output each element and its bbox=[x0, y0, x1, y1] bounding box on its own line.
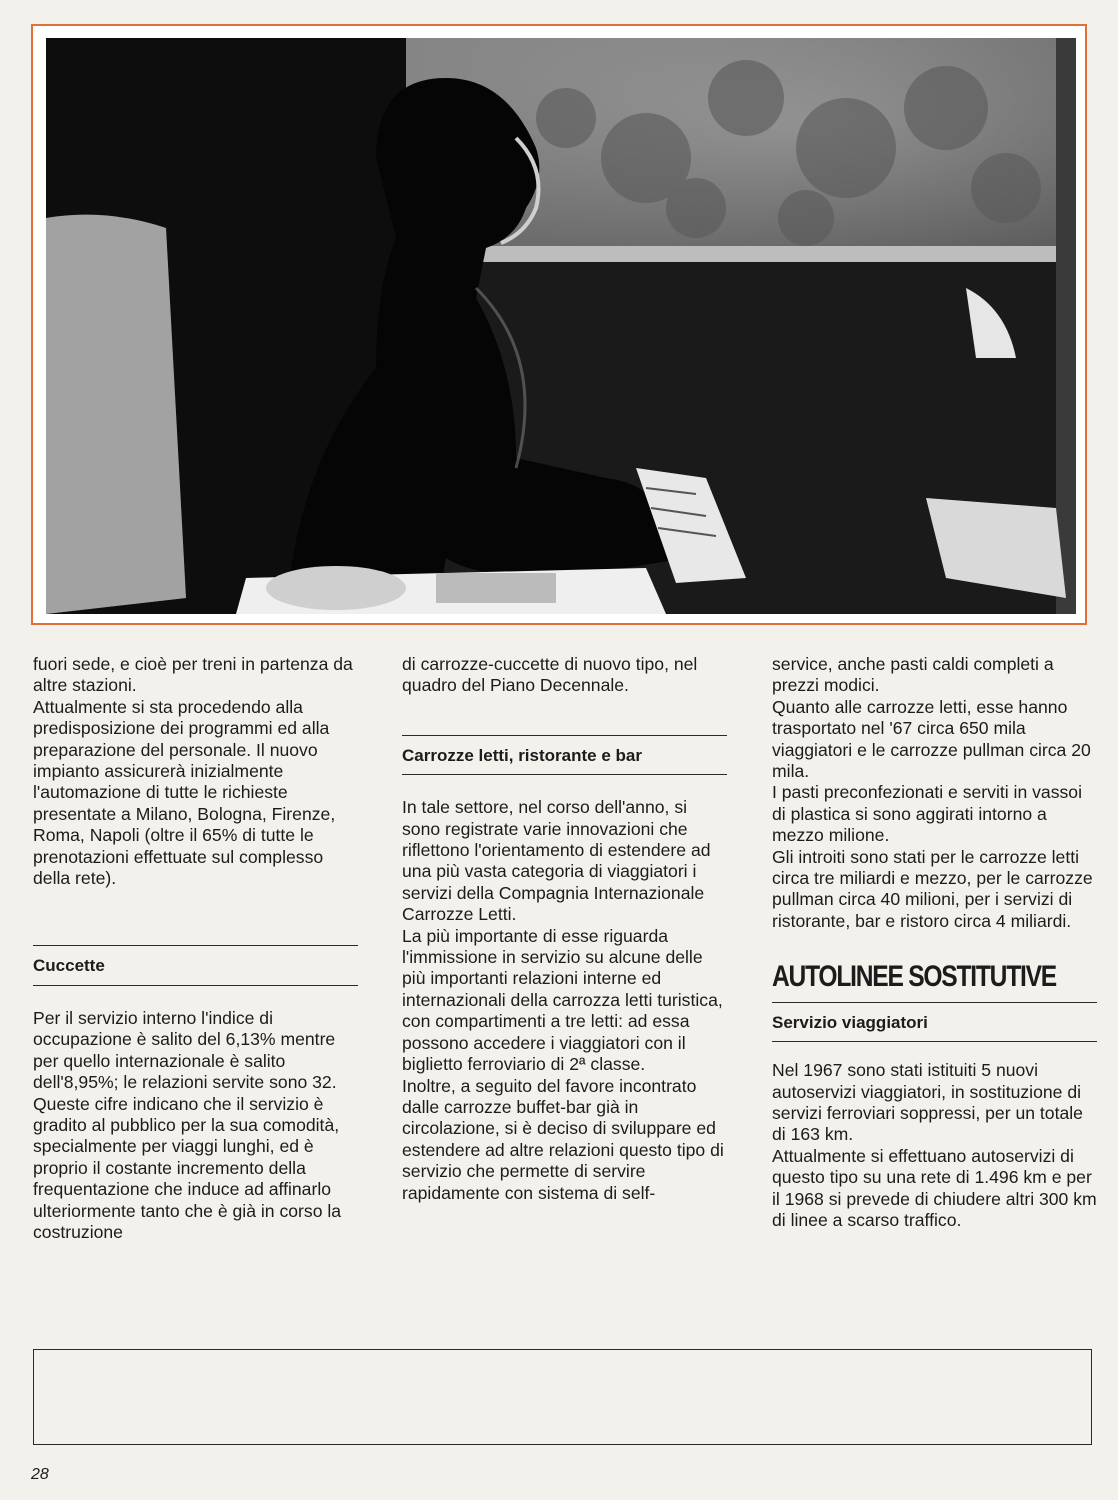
paragraph: Nel 1967 sono stati istituiti 5 nuovi autoservizi viaggiatori, in sostituzione di servizi ferroviari soppressi, per un totale di 163 km. bbox=[772, 1060, 1083, 1145]
section-heading-carrozze: Carrozze letti, ristorante e bar bbox=[402, 745, 642, 765]
text-column-3 bbox=[772, 654, 1097, 1231]
paragraph: fuori sede, e cioè per treni in partenza da altre stazioni. bbox=[33, 654, 353, 696]
paragraph: In tale settore, nel corso dell'anno, si sono registrate varie innovazioni che riflettono l'orientamento di estendere ad una più vasta categoria di viaggiatori i servizi della Compagnia Internazionale Carrozze Letti. bbox=[402, 797, 711, 925]
section-title-autolinee: AUTOLINEE SOSTITUTIVE bbox=[772, 960, 1056, 994]
paragraph: Attualmente si effettuano autoservizi di questo tipo su una rete di 1.496 km e per il 1968 si prevede di chiudere altri 300 km di linee a scarso traffico. bbox=[772, 1145, 1097, 1230]
train-window-photo bbox=[46, 38, 1076, 614]
paragraph: Gli introiti sono stati per le carrozze letti circa tre miliardi e mezzo, per le carrozze pullman circa 40 milioni, per i servizi di ristorante, bar e ristoro circa 4 miliardi. bbox=[772, 846, 1093, 931]
text-column-1 bbox=[33, 654, 358, 1243]
text-column-2 bbox=[402, 654, 727, 1204]
paragraph: Attualmente si sta procedendo alla predisposizione dei programmi ed alla preparazione del personale. Il nuovo impianto assicurerà inizialmente l'automazione di tutte le richieste presentate a Milano, Bologna, Firenze, Roma, Napoli (oltre il 65% di tutte le prenotazioni effettuate sul complesso della rete). bbox=[33, 696, 336, 889]
section-heading-servizio: Servizio viaggiatori bbox=[772, 1012, 928, 1032]
photo-illustration bbox=[46, 38, 1076, 614]
photo-frame bbox=[31, 24, 1087, 625]
paragraph: Inoltre, a seguito del favore incontrato dalle carrozze buffet-bar già in circolazione, si è deciso di sviluppare ed estendere ad altre relazioni questo tipo di servizio che permette di servire rapidamente con sistema di self- bbox=[402, 1075, 724, 1203]
paragraph: La più importante di esse riguarda l'immissione in servizio su alcune delle più importanti relazioni interne ed internazionali della carrozza letti turistica, con compartimenti a tre letti: ad essa possono accedere i viaggiatori con il biglietto ferroviario di 2ª classe. bbox=[402, 925, 723, 1075]
page-number: 28 bbox=[31, 1466, 49, 1483]
paragraph: I pasti preconfezionati e serviti in vassoi di plastica si sono aggirati intorno a mezzo milione. bbox=[772, 782, 1082, 846]
paragraph: Per il servizio interno l'indice di occupazione è salito del 6,13% mentre per quello internazionale è salito dell'8,95%; le relazioni servite sono 32. bbox=[33, 1007, 337, 1093]
paragraph: Queste cifre indicano che il servizio è gradito al pubblico per la sua comodità, specialmente per viaggi lunghi, ed è proprio il costante incremento della frequentazione che induce ad affinarlo ulteriormente tanto che è già in corso la costruzione bbox=[33, 1093, 342, 1242]
bottom-box bbox=[33, 1349, 1092, 1445]
paragraph: di carrozze-cuccette di nuovo tipo, nel quadro del Piano Decennale. bbox=[402, 654, 698, 696]
section-heading-cuccette: Cuccette bbox=[33, 956, 105, 976]
paragraph: Quanto alle carrozze letti, esse hanno trasportato nel '67 circa 650 mila viaggiatori e le carrozze pullman circa 20 mila. bbox=[772, 696, 1091, 782]
paragraph: service, anche pasti caldi completi a prezzi modici. bbox=[772, 654, 1054, 696]
